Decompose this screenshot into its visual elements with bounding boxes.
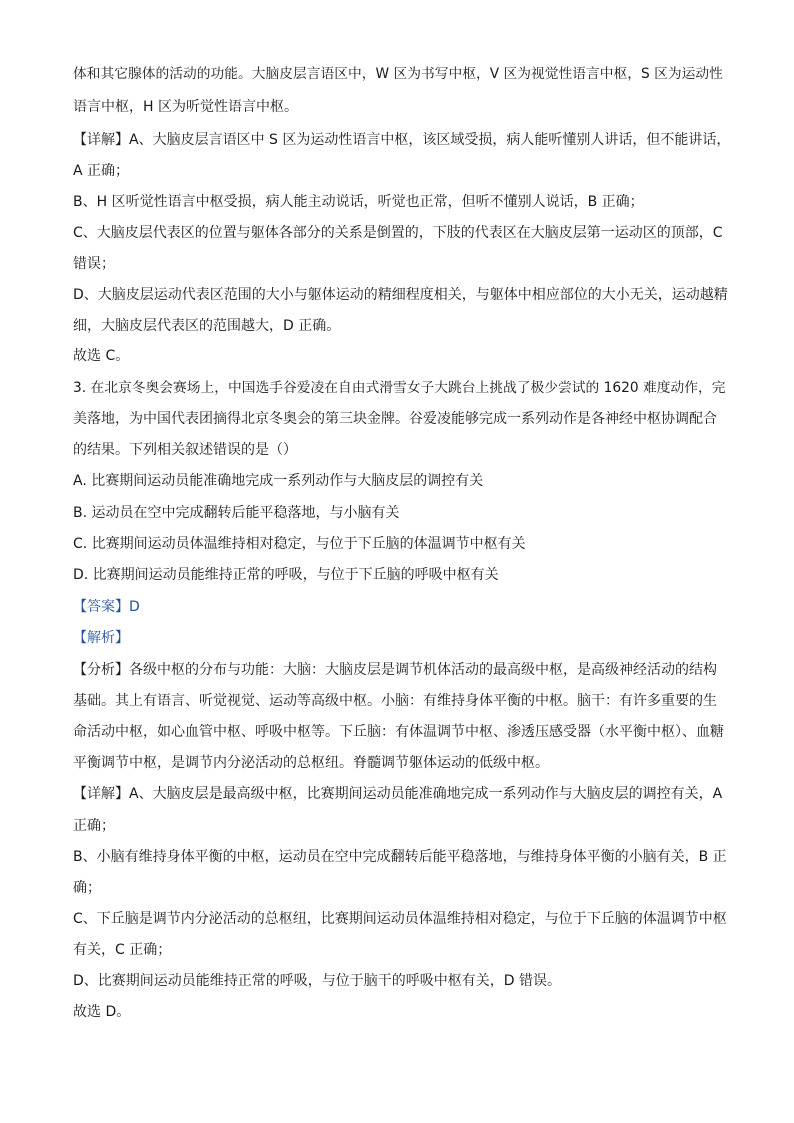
text-line: 【详解】A、大脑皮层是最高级中枢，比赛期间运动员能准确地完成一系列动作与大脑皮层的调控有关，A: [73, 786, 723, 802]
text-line: 体和其它腺体的活动的功能。大脑皮层言语区中，W 区为书写中枢，V 区为视觉性语言中枢，S 区为运动性: [73, 66, 723, 82]
question-stem: 的结果。下列相关叙述错误的是（）: [73, 442, 297, 458]
text-line: 错误；: [73, 256, 115, 272]
text-line: 命活动中枢，如心血管中枢、呼吸中枢等。下丘脑：有体温调节中枢、渗透压感受器（水平衡中枢）、血糖: [73, 724, 724, 740]
text-line: 确；: [73, 880, 101, 896]
text-line: C、下丘脑是调节内分泌活动的总枢纽，比赛期间运动员体温维持相对稳定，与位于下丘脑的体温调节中枢: [73, 911, 727, 927]
text-line: 基础。其上有语言、听觉视觉、运动等高级中枢。小脑：有维持身体平衡的中枢。脑干：有许多重要的生: [73, 693, 717, 709]
text-line: D、比赛期间运动员能维持正常的呼吸，与位于脑干的呼吸中枢有关，D 错误。: [73, 973, 562, 989]
text-line: 故选 D。: [73, 1004, 131, 1020]
text-line: 平衡调节中枢，是调节内分泌活动的总枢纽。脊髓调节躯体运动的低级中枢。: [73, 755, 549, 771]
answer-label: 【答案】D: [73, 599, 140, 615]
question-stem: 3. 在北京冬奥会赛场上，中国选手谷爱凌在自由式滑雪女子大跳台上挑战了极少尝试的 1620 难度动作，完: [73, 380, 726, 396]
option-b: B. 运动员在空中完成翻转后能平稳落地，与小脑有关: [73, 505, 400, 521]
text-line: C、大脑皮层代表区的位置与躯体各部分的关系是倒置的，下肢的代表区在大脑皮层第一运动区的顶部，C: [73, 225, 723, 241]
option-d: D. 比赛期间运动员能维持正常的呼吸，与位于下丘脑的呼吸中枢有关: [73, 567, 499, 583]
text-line: D、大脑皮层运动代表区范围的大小与躯体运动的精细程度相关，与躯体中相应部位的大小无关，运动越精: [73, 287, 728, 303]
text-line: 正确；: [73, 818, 115, 834]
text-line: A 正确；: [73, 163, 130, 179]
text-line: 细，大脑皮层代表区的范围越大，D 正确。: [73, 318, 341, 334]
option-c: C. 比赛期间运动员体温维持相对稳定，与位于下丘脑的体温调节中枢有关: [73, 536, 526, 552]
text-line: 故选 C。: [73, 348, 130, 364]
question-stem: 美落地，为中国代表团摘得北京冬奥会的第三块金牌。谷爱凌能够完成一系列动作是各神经中枢协调配合: [73, 411, 717, 427]
text-line: B、小脑有维持身体平衡的中枢，运动员在空中完成翻转后能平稳落地，与维持身体平衡的小脑有关，B 正: [73, 849, 727, 865]
analysis-label: 【解析】: [73, 630, 129, 646]
text-line: B、H 区听觉性语言中枢受损，病人能主动说话，听觉也正常，但听不懂别人说话，B 正确；: [73, 194, 644, 210]
text-line: 语言中枢，H 区为听觉性语言中枢。: [73, 99, 298, 115]
option-a: A. 比赛期间运动员能准确地完成一系列动作与大脑皮层的调控有关: [73, 473, 484, 489]
text-line: 【分析】各级中枢的分布与功能：大脑：大脑皮层是调节机体活动的最高级中枢，是高级神经活动的结构: [73, 662, 717, 678]
text-line: 【详解】A、大脑皮层言语区中 S 区为运动性语言中枢，该区域受损，病人能听懂别人讲话，但不能讲话，: [73, 132, 731, 148]
text-line: 有关，C 正确；: [73, 942, 172, 958]
